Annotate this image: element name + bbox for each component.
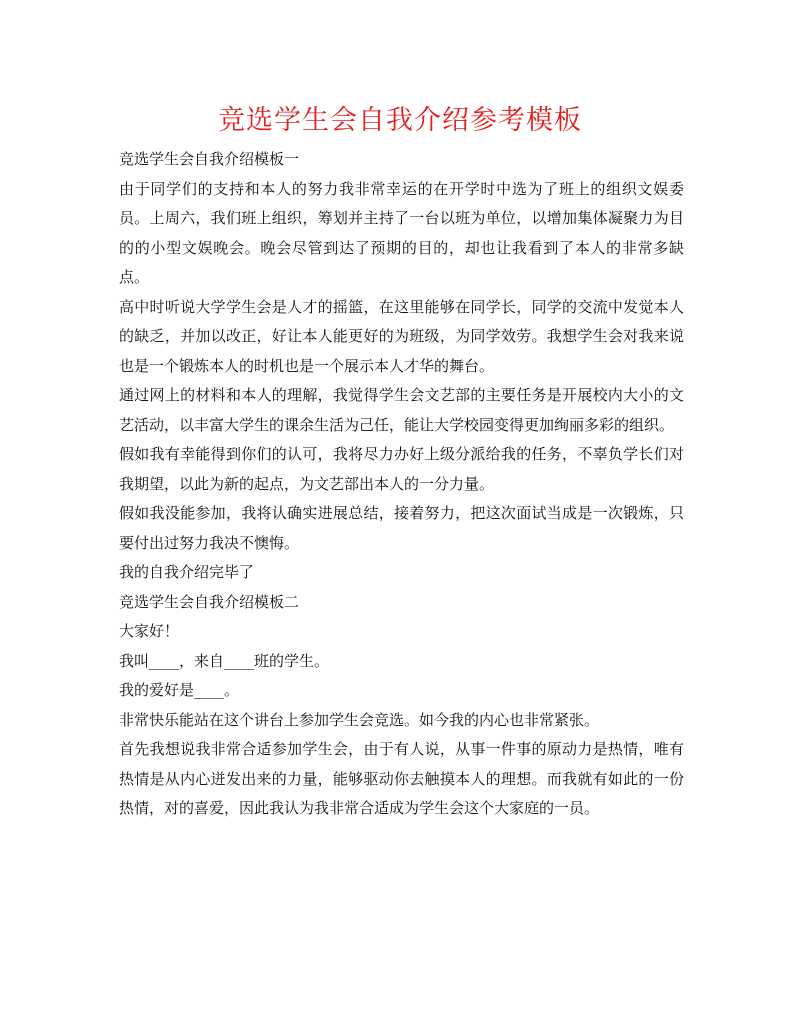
paragraph-happy-nervous: 非常快乐能站在这个讲台上参加学生会竞选。如今我的内心也非常紧张。: [119, 710, 600, 729]
paragraph-if-accepted: 假如我有幸能得到你们的认可，我将尽力办好上级分派给我的任务，不辜负学长们对我期望，以此为新的起点，为文艺部出本人的一分力量。: [119, 445, 684, 493]
paragraph-if-rejected: 假如我没能参加，我将认确实进展总结，接着努力，把这次面试当成是一次锻炼，只要付出过努力我决不懊悔。: [119, 504, 684, 552]
paragraph-name-class: 我叫____，来自____班的学生。: [119, 651, 330, 670]
section-heading-template-two: 竞选学生会自我介绍模板二: [119, 592, 300, 611]
paragraph-greeting: 大家好！: [119, 622, 180, 640]
paragraph-closing-one: 我的自我介绍完毕了: [119, 563, 255, 581]
paragraph-passion: 首先我想说我非常合适参加学生会，由于有人说，从事一件事的原动力是热情，唯有热情是从内心迸发出来的力量，能够驱动你去触摸本人的理想。而我就有如此的一份热情，对的喜爱，因此我认为我非常合适成为学生会这个大家庭的一员。: [119, 740, 684, 817]
document-title: 竞选学生会自我介绍参考模板: [218, 105, 582, 136]
paragraph-intro-election: 由于同学们的支持和本人的努力我非常幸运的在开学时中选为了班上的组织文娱委员。上周六，我们班上组织，筹划并主持了一台以班为单位，以增加集体凝聚力为目的的小型文娱晚会。晚会尽管到达了预期的目的，却也让我看到了本人的非常多缺点。: [119, 179, 684, 286]
paragraph-high-school: 高中时听说大学学生会是人才的摇篮，在这里能够在同学长，同学的交流中发觉本人的缺乏，并加以改正，好让本人能更好的为班级，为同学效劳。我想学生会对我来说也是一个锻炼本人的时机也是一个展示本人才华的舞台。: [119, 297, 684, 375]
section-heading-template-one: 竞选学生会自我介绍模板一: [119, 150, 300, 168]
paragraph-arts-department: 通过网上的材料和本人的理解，我觉得学生会文艺部的主要任务是开展校内大小的文艺活动，以丰富大学生的课余生活为己任，能让大学校园变得更加绚丽多彩的组织。: [119, 386, 684, 434]
document-body: [119, 145, 684, 824]
paragraph-hobby: 我的爱好是____。: [119, 681, 240, 699]
